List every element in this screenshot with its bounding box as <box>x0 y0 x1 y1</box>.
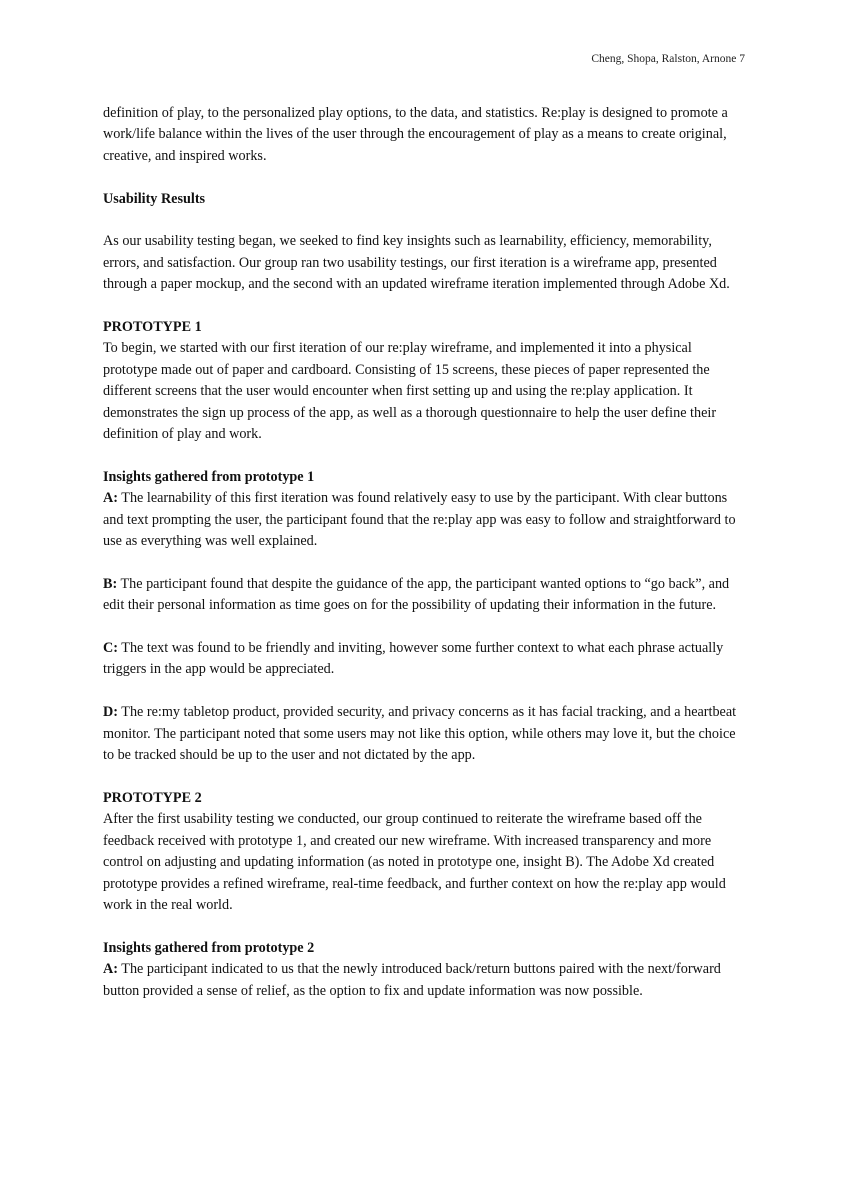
prototype-1-paragraph: To begin, we started with our first iteration of our re:play wireframe, and implemented it into a physical prototype made out of paper and cardboard. Consisting of 15 screens, these pieces of paper represented the different screens that the user would encounter when first setting up and using the re:play application. It demonstrates the sign up process of the app, as well as a thorough questionnaire to help the user define their definition of play and work. <box>103 340 717 443</box>
insight-label: A: <box>103 490 118 507</box>
usability-results-paragraph: As our usability testing began, we seeked to find key insights such as learnability, efficiency, memorability, errors, and satisfaction. Our group ran two usability testings, our first iteration is a wireframe app, presented through a paper mockup, and the second with an updated wireframe iteration implemented through Adobe Xd. <box>103 233 730 293</box>
usability-results-heading: Usability Results <box>103 190 206 207</box>
insight-1-a <box>103 488 748 552</box>
insight-text: The participant found that despite the guidance of the app, the participant wanted options to “go back”, and edit their personal information as time goes on for the possibility of updating their information in the future. <box>103 575 730 614</box>
insights-2-heading: Insights gathered from prototype 2 <box>103 939 315 956</box>
insight-label: C: <box>103 640 118 657</box>
insight-text: The participant indicated to us that the newly introduced back/return buttons paired with the next/forward button provided a sense of relief, as the option to fix and update information was now possible. <box>103 961 721 999</box>
insight-label: A: <box>103 961 118 978</box>
prototype-2-heading: PROTOTYPE 2 <box>103 789 202 806</box>
insight-2-a <box>103 959 748 1002</box>
insight-1-d <box>103 702 748 766</box>
insight-text: The text was found to be friendly and inviting, however some further context to what each phrase actually triggers in the app would be appreciated. <box>103 640 724 678</box>
insight-label: B: <box>103 575 118 592</box>
page-body <box>103 103 748 1002</box>
insight-label: D: <box>103 704 118 721</box>
prototype-1-heading: PROTOTYPE 1 <box>103 319 202 336</box>
insight-text: The learnability of this first iteration was found relatively easy to use by the participant. With clear buttons and text prompting the user, the participant found that the re:play app was easy to follow and straightforward to use as everything was well explained. <box>103 490 736 550</box>
insights-1-heading: Insights gathered from prototype 1 <box>103 468 315 485</box>
insight-1-b <box>103 574 748 617</box>
intro-paragraph: definition of play, to the personalized play options, to the data, and statistics. Re:play is designed to promote a work/life balance within the lives of the user through the encouragement of play as a means to create original, creative, and inspired works. <box>103 105 728 164</box>
prototype-2-paragraph: After the first usability testing we conducted, our group continued to reiterate the wireframe based off the feedback received with prototype 1, and created our new wireframe. With increased transparency and more control on adjusting and updating information (as noted in prototype one, insight B). The Adobe Xd created prototype provides a refined wireframe, real-time feedback, and further context on how the re:play app would work in the real world. <box>103 811 726 913</box>
running-head: Cheng, Shopa, Ralston, Arnone 7 <box>591 53 745 65</box>
insight-1-c <box>103 638 748 681</box>
insight-text: The re:my tabletop product, provided security, and privacy concerns as it has facial tracking, and a heartbeat monitor. The participant noted that some users may not like this option, while others may love it, but the choice to be tracked should be up to the user and not dictated by the app. <box>103 704 737 764</box>
